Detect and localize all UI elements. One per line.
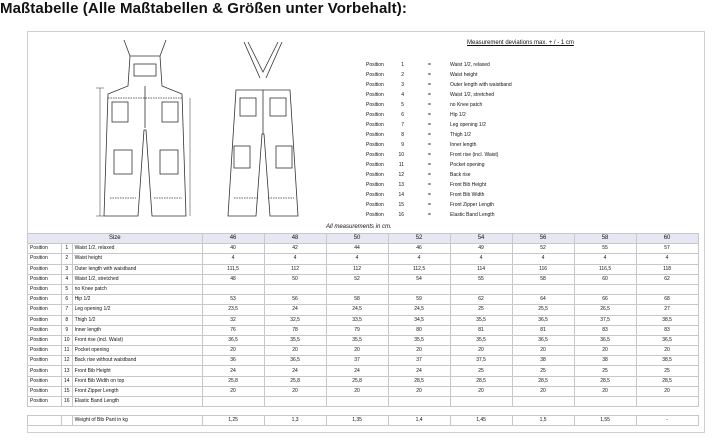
measurement-value: 35,5 xyxy=(388,335,450,345)
measurement-value: 32,5 xyxy=(264,315,326,325)
table-row xyxy=(28,356,699,366)
measurement-value: 36,5 xyxy=(264,356,326,366)
measurement-value: 20 xyxy=(202,346,264,356)
measurement-value: 4 xyxy=(388,254,450,264)
measurement-description: Front rise (incl. Waist) xyxy=(72,335,202,345)
position-number: 2 xyxy=(62,254,73,264)
measurement-value: 4 xyxy=(512,254,574,264)
measurement-value: 83 xyxy=(574,325,636,335)
position-label: Position xyxy=(28,386,62,396)
measurement-description: Thigh 1/2 xyxy=(72,315,202,325)
weight-value: 1,25 xyxy=(202,416,264,426)
measurement-description: Leg opening 1/2 xyxy=(72,305,202,315)
measurement-value: 52 xyxy=(512,244,574,254)
measurement-value: 57 xyxy=(636,244,698,254)
measurement-unit-note: All measurements in cm. xyxy=(326,224,392,230)
measurement-value: 25 xyxy=(450,305,512,315)
measurement-value: 38 xyxy=(512,356,574,366)
weight-value: 1,5 xyxy=(512,416,574,426)
measurement-value xyxy=(264,284,326,294)
weight-blank xyxy=(28,416,62,426)
measurement-value: 24 xyxy=(326,366,388,376)
measurement-description: Outer length with waistband xyxy=(72,264,202,274)
table-row xyxy=(28,264,699,274)
size-header: 48 xyxy=(264,234,326,244)
table-row xyxy=(28,244,699,254)
legend-row: Position 7 = Leg opening 1/2 xyxy=(366,122,486,128)
size-table-body xyxy=(28,244,699,426)
measurement-value: 38,5 xyxy=(636,356,698,366)
measurement-value: 68 xyxy=(636,295,698,305)
measurement-value: 33,5 xyxy=(326,315,388,325)
measurement-value: 62 xyxy=(450,295,512,305)
measurement-value: 20 xyxy=(450,346,512,356)
measurement-value xyxy=(636,284,698,294)
measurement-description: Inner length xyxy=(72,325,202,335)
measurement-value: 37,5 xyxy=(574,315,636,325)
position-label: Position xyxy=(28,397,62,407)
measurement-description: Waist 1/2, stretched xyxy=(72,274,202,284)
position-number: 1 xyxy=(62,244,73,254)
measurement-value: 42 xyxy=(264,244,326,254)
position-number: 11 xyxy=(62,346,73,356)
size-header: 50 xyxy=(326,234,388,244)
measurement-value: 35,5 xyxy=(450,315,512,325)
position-legend xyxy=(366,60,666,220)
measurement-value: 36,5 xyxy=(512,315,574,325)
measurement-value: 37,5 xyxy=(450,356,512,366)
legend-row: Position 14 = Front Bib Width xyxy=(366,192,485,198)
measurement-value: 28,5 xyxy=(450,376,512,386)
measurement-value: 58 xyxy=(326,295,388,305)
measurement-value: 34,5 xyxy=(388,315,450,325)
legend-row: Position 1 = Waist 1/2, relaxed xyxy=(366,62,490,68)
position-number: 5 xyxy=(62,284,73,294)
measurement-description: Front Zipper Length xyxy=(72,386,202,396)
measurement-value: 37 xyxy=(388,356,450,366)
legend-row: Position 11 = Pocket opening xyxy=(366,162,485,168)
size-header: 54 xyxy=(450,234,512,244)
measurement-value: 37 xyxy=(326,356,388,366)
measurement-value xyxy=(574,397,636,407)
measurement-value: 48 xyxy=(202,274,264,284)
position-label: Position xyxy=(28,284,62,294)
measurement-value: 25,8 xyxy=(202,376,264,386)
measurement-value: 20 xyxy=(388,346,450,356)
table-row xyxy=(28,325,699,335)
legend-row: Position 9 = Inner length xyxy=(366,142,477,148)
table-row xyxy=(28,315,699,325)
measurement-value: 25 xyxy=(574,366,636,376)
weight-blank xyxy=(62,416,73,426)
measurement-value: 52 xyxy=(326,274,388,284)
position-label: Position xyxy=(28,356,62,366)
position-label: Position xyxy=(28,295,62,305)
measurement-value: 80 xyxy=(388,325,450,335)
measurement-value: 54 xyxy=(388,274,450,284)
measurement-value: 114 xyxy=(450,264,512,274)
measurement-value: 20 xyxy=(264,386,326,396)
measurement-value: 66 xyxy=(574,295,636,305)
position-number: 6 xyxy=(62,295,73,305)
measurement-value: 24 xyxy=(388,366,450,376)
position-label: Position xyxy=(28,366,62,376)
measurement-value: 50 xyxy=(264,274,326,284)
measurement-value: 25 xyxy=(512,366,574,376)
measurement-value: 58 xyxy=(512,274,574,284)
position-label: Position xyxy=(28,264,62,274)
measurement-value xyxy=(326,397,388,407)
size-header: 58 xyxy=(574,234,636,244)
measurement-value: 46 xyxy=(388,244,450,254)
legend-row: Position 3 = Outer length with waistband xyxy=(366,82,512,88)
measurement-value: 83 xyxy=(636,325,698,335)
table-row xyxy=(28,295,699,305)
measurement-value: 26,5 xyxy=(574,305,636,315)
position-label: Position xyxy=(28,305,62,315)
table-row xyxy=(28,386,699,396)
measurement-value: 35,5 xyxy=(450,335,512,345)
measurement-value: 49 xyxy=(450,244,512,254)
measurement-value: 38,5 xyxy=(636,315,698,325)
measurement-value xyxy=(450,284,512,294)
measurement-value: 55 xyxy=(450,274,512,284)
measurement-value: 118 xyxy=(636,264,698,274)
measurement-value: 25,5 xyxy=(512,305,574,315)
measurement-value: 20 xyxy=(512,386,574,396)
legend-row: Position 6 = Hip 1/2 xyxy=(366,112,466,118)
measurement-value: 20 xyxy=(326,346,388,356)
weight-value: 1,35 xyxy=(326,416,388,426)
spacer-row xyxy=(28,407,699,416)
page-title: Maßtabelle (Alle Maßtabellen & Größen unter Vorbehalt): xyxy=(0,0,407,17)
measurement-value xyxy=(512,397,574,407)
measurement-value: 28,5 xyxy=(512,376,574,386)
measurement-value: 38 xyxy=(574,356,636,366)
measurement-value: 20 xyxy=(636,386,698,396)
measurement-value xyxy=(512,284,574,294)
measurement-value: 40 xyxy=(202,244,264,254)
measurement-value: 112 xyxy=(264,264,326,274)
measurement-value: 79 xyxy=(326,325,388,335)
measurement-value: 81 xyxy=(450,325,512,335)
measurement-value: 35,5 xyxy=(264,335,326,345)
measurement-value: 111,5 xyxy=(202,264,264,274)
measurement-value: 36,5 xyxy=(636,335,698,345)
legend-row: Position 15 = Front Zipper Length xyxy=(366,202,494,208)
legend-row: Position 2 = Waist height xyxy=(366,72,478,78)
size-header: 60 xyxy=(636,234,698,244)
back-view-sketch xyxy=(218,38,308,220)
position-number: 16 xyxy=(62,397,73,407)
measurement-value: 28,5 xyxy=(574,376,636,386)
measurement-value: 55 xyxy=(574,244,636,254)
measurement-value: 24 xyxy=(264,366,326,376)
measurement-description: Waist height xyxy=(72,254,202,264)
measurement-value: 20 xyxy=(512,346,574,356)
measurement-value: 20 xyxy=(326,386,388,396)
measurement-value: 20 xyxy=(450,386,512,396)
measurement-value xyxy=(202,284,264,294)
legend-row: Position 12 = Back rise xyxy=(366,172,471,178)
measurement-value: 24,5 xyxy=(326,305,388,315)
position-number: 10 xyxy=(62,335,73,345)
size-header: 46 xyxy=(202,234,264,244)
measurement-value: 25,8 xyxy=(264,376,326,386)
measurement-value: 20 xyxy=(574,386,636,396)
position-number: 14 xyxy=(62,376,73,386)
measurement-value: 4 xyxy=(574,254,636,264)
measurement-value: 32 xyxy=(202,315,264,325)
position-label: Position xyxy=(28,244,62,254)
measurement-value: 28,5 xyxy=(636,376,698,386)
measurement-value: 25 xyxy=(636,366,698,376)
measurement-value: 36,5 xyxy=(202,335,264,345)
weight-value: 1,4 xyxy=(388,416,450,426)
position-label: Position xyxy=(28,335,62,345)
measurement-value: 4 xyxy=(450,254,512,264)
table-row xyxy=(28,305,699,315)
measurement-value: 56 xyxy=(264,295,326,305)
position-number: 15 xyxy=(62,386,73,396)
measurement-value xyxy=(202,397,264,407)
size-header: 52 xyxy=(388,234,450,244)
position-number: 8 xyxy=(62,315,73,325)
position-number: 3 xyxy=(62,264,73,274)
weight-value: 1,55 xyxy=(574,416,636,426)
table-row xyxy=(28,254,699,264)
measurement-value: 78 xyxy=(264,325,326,335)
measurement-value: 20 xyxy=(202,386,264,396)
measurement-value: 4 xyxy=(264,254,326,264)
weight-value: 1,45 xyxy=(450,416,512,426)
legend-row: Position 5 = no Knee patch xyxy=(366,102,483,108)
measurement-value: 36,5 xyxy=(574,335,636,345)
position-label: Position xyxy=(28,346,62,356)
measurement-value xyxy=(450,397,512,407)
measurement-description: Waist 1/2, relaxed xyxy=(72,244,202,254)
measurement-value xyxy=(326,284,388,294)
measurement-value: 53 xyxy=(202,295,264,305)
measurement-value xyxy=(574,284,636,294)
measurement-value: 24 xyxy=(264,305,326,315)
measurement-value: 36 xyxy=(202,356,264,366)
legend-row: Position 4 = Waist 1/2, stretched xyxy=(366,92,494,98)
measurement-description: Elastic Band Length xyxy=(72,397,202,407)
position-number: 12 xyxy=(62,356,73,366)
legend-row: Position 8 = Thigh 1/2 xyxy=(366,132,471,138)
weight-value: - xyxy=(636,416,698,426)
table-row xyxy=(28,335,699,345)
measurement-value: 24,5 xyxy=(388,305,450,315)
weight-description: Weight of Bib Pant in kg xyxy=(72,416,202,426)
position-label: Position xyxy=(28,315,62,325)
measurement-value: 36,5 xyxy=(512,335,574,345)
measurement-value: 28,5 xyxy=(388,376,450,386)
measurement-value: 25,8 xyxy=(326,376,388,386)
size-table xyxy=(27,233,699,426)
position-label: Position xyxy=(28,274,62,284)
legend-row: Position 16 = Elastic Band Length xyxy=(366,212,495,218)
measurement-value: 59 xyxy=(388,295,450,305)
measurement-value: 20 xyxy=(636,346,698,356)
measurement-value: 112,5 xyxy=(388,264,450,274)
measurement-description: Back rise without waistband xyxy=(72,356,202,366)
measurement-value: 20 xyxy=(574,346,636,356)
table-row xyxy=(28,366,699,376)
measurement-value: 25 xyxy=(450,366,512,376)
measurement-value: 60 xyxy=(574,274,636,284)
spacer-cell xyxy=(28,407,699,416)
position-number: 13 xyxy=(62,366,73,376)
measurement-description: no Knee patch xyxy=(72,284,202,294)
size-label: Size xyxy=(28,234,203,244)
measurement-value xyxy=(636,397,698,407)
position-number: 7 xyxy=(62,305,73,315)
measurement-value: 4 xyxy=(202,254,264,264)
weight-row xyxy=(28,416,699,426)
weight-value: 1,3 xyxy=(264,416,326,426)
measurement-description: Pocket opening xyxy=(72,346,202,356)
measurement-value: 76 xyxy=(202,325,264,335)
measurement-value: 27 xyxy=(636,305,698,315)
measurement-value: 62 xyxy=(636,274,698,284)
size-header-row xyxy=(28,234,699,244)
position-label: Position xyxy=(28,254,62,264)
position-number: 4 xyxy=(62,274,73,284)
deviation-title: Measurement deviations max. + / - 1 cm xyxy=(467,40,574,46)
size-header: 56 xyxy=(512,234,574,244)
measurement-description: Front Bib Width on top xyxy=(72,376,202,386)
measurement-value: 116 xyxy=(512,264,574,274)
measurement-value: 81 xyxy=(512,325,574,335)
legend-row: Position 10 = Front rise (incl. Waist) xyxy=(366,152,499,158)
position-label: Position xyxy=(28,376,62,386)
front-view-sketch xyxy=(90,38,200,220)
measurement-value: 35,5 xyxy=(326,335,388,345)
position-label: Position xyxy=(28,325,62,335)
table-row xyxy=(28,284,699,294)
measurement-value: 24 xyxy=(202,366,264,376)
measurement-description: Hip 1/2 xyxy=(72,295,202,305)
position-number: 9 xyxy=(62,325,73,335)
measurement-value xyxy=(388,397,450,407)
measurement-value: 116,5 xyxy=(574,264,636,274)
table-row xyxy=(28,274,699,284)
table-row xyxy=(28,346,699,356)
measurement-value: 20 xyxy=(388,386,450,396)
measurement-value: 112 xyxy=(326,264,388,274)
measurement-value: 44 xyxy=(326,244,388,254)
measurement-value xyxy=(388,284,450,294)
measurement-description: Front Bib Height xyxy=(72,366,202,376)
table-row xyxy=(28,376,699,386)
legend-row: Position 13 = Front Bib Height xyxy=(366,182,487,188)
measurement-value: 4 xyxy=(326,254,388,264)
measurement-value: 23,5 xyxy=(202,305,264,315)
measurement-value: 4 xyxy=(636,254,698,264)
table-row xyxy=(28,397,699,407)
measurement-value: 64 xyxy=(512,295,574,305)
measurement-value xyxy=(264,397,326,407)
measurement-value: 20 xyxy=(264,346,326,356)
